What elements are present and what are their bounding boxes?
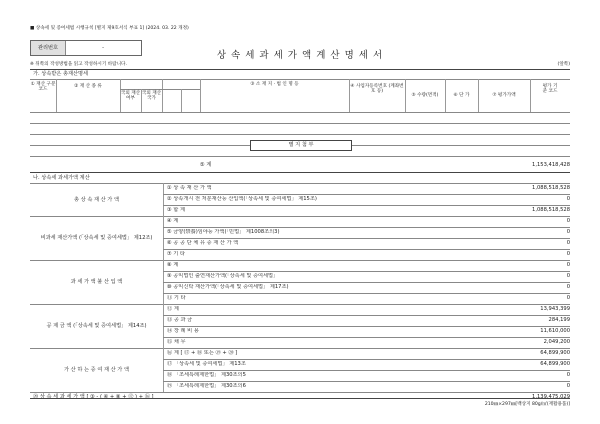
ga-total-label: ⑤ 계 [200,162,212,168]
row-label: ① 상 속 재 산 가 액 [167,185,212,191]
row-label: ④ 계 [167,218,179,224]
row-label: ⑯ 계 [ ⑰ + ⑱ 또는 ⑲ + ⑳ ] [167,350,238,356]
row-label: ⑭ 장 례 비 용 [167,328,199,334]
page-side: (앞쪽) [557,62,570,67]
row-label: ⑪ 기 타 [167,295,186,301]
row-value: 284,199 [548,317,570,323]
col-property-code: ① 재산 구분 코드 [30,82,56,92]
row-value: 0 [566,229,570,235]
ga-total-value: 1,153,418,428 [532,162,570,168]
row-label: ⑲ 「조세특례제한법」 제30조의6 [167,383,246,389]
group-label: 공 제 금 액 (「상속세 및 증여세법」 제14조) [46,323,147,329]
row-label: ⑥ 공 공 단 체 유 증 재 산 가 액 [167,240,239,246]
row-value: 64,899,900 [540,350,570,356]
row-value: 0 [566,372,570,378]
group-label: 과 세 가 액 불 산 입 액 [70,279,123,285]
row-value: 0 [566,383,570,389]
col-overseas-flag: 국외 재산 여부 [120,91,141,101]
mgmt-number-value: - [102,45,104,51]
section-na-title: 나. 상속세 과세가액 계산 [33,175,90,181]
regulation-reference: ■ 상속세 및 증여세법 시행규칙 [별지 제9호서식 부표 1] (2024. 03. 22 개정) [30,26,189,31]
row-label: ⑤ 금양(禁養)임야등 가액(「민법」 제1008조의3) [167,229,280,235]
row-value: 64,899,900 [540,361,570,367]
attached-separately-box: 별 지 첨 부 [250,140,352,151]
row-value: 0 [566,295,570,301]
row-value: 0 [566,240,570,246]
row-value: 0 [566,251,570,257]
row-value: 0 [566,262,570,268]
final-row-value: 1,139,475,029 [532,394,570,400]
group-label: 가 산 하 는 증 여 재 산 가 액 [64,367,129,373]
mgmt-number-box [30,40,142,56]
col-quantity: ⑤ 수량(면적) [411,93,439,98]
row-label: ⑩ 공익신탁 재산가액(「상속세 및 증여세법」 제17조) [167,284,289,290]
row-value: 0 [566,273,570,279]
group-label: 총 상 속 재 산 가 액 [74,196,119,203]
row-value: 11,610,000 [540,328,570,334]
col-valuation-code: 평가 기준 코드 [542,84,558,94]
row-label: ⑧ 계 [167,262,179,268]
row-label: ⑱ 「조세특례제한법」 제30조의5 [167,372,246,378]
col-location: ③ 소 재 지 · 법 인 명 등 [250,82,299,87]
row-value: 0 [566,284,570,290]
col-property-type: ② 재 산 종 류 [74,84,102,89]
row-label: ② 상속개시 전 처분재산등 산입액(「상속세 및 증여세법」 제15조) [167,196,317,202]
row-value: 1,088,518,528 [532,185,570,191]
form-title: 상 속 세 과 세 가 액 계 산 명 세 서 [216,50,384,61]
row-value: 0 [566,196,570,202]
col-unit-price: ⑥ 단 가 [453,93,470,98]
row-value: 2,049,200 [543,339,570,345]
mgmt-number-label: 관리번호 [31,41,66,55]
col-valuation: ⑦ 평가가액 [492,93,516,98]
row-label: ⑨ 공익법인 출연재산가액(「상속세 및 증여세법」 [167,273,279,279]
col-business-reg: ④ 사업자등록번호 (계좌번호 등) [350,84,404,94]
row-label: ⑮ 채 무 [167,339,186,345]
row-label: ⑫ 계 [167,306,179,312]
final-row-label: ⑳ 상 속 세 과 세 가 액 [ ③ - ( ④ + ⑧ + ⑫ ) + ⑯ ] [33,394,154,400]
row-value: 0 [566,218,570,224]
row-label: ⑰ 「상속세 및 증여세법」 제13조 [167,361,246,367]
row-value: 13,943,399 [540,306,570,312]
row-label: ③ 합 계 [167,207,185,213]
section-ga-title: 가. 상속받은 총재산명세 [33,71,89,77]
row-value: 1,088,518,528 [532,207,570,213]
instruction-note: ※ 뒤쪽의 작성방법을 읽고 작성하시기 바랍니다. [30,62,127,67]
col-overseas-country: 국외 재산 국가 [141,91,162,101]
row-label: ⑬ 공 과 금 [167,317,193,323]
paper-spec: 210㎜×297㎜[백상지 80g/㎡(재활용품)] [484,402,570,407]
row-label: ⑦ 기 타 [167,251,185,257]
group-label: 비과세 재산가액 (「상속세 및 증여세법」 제12조) [40,235,153,241]
